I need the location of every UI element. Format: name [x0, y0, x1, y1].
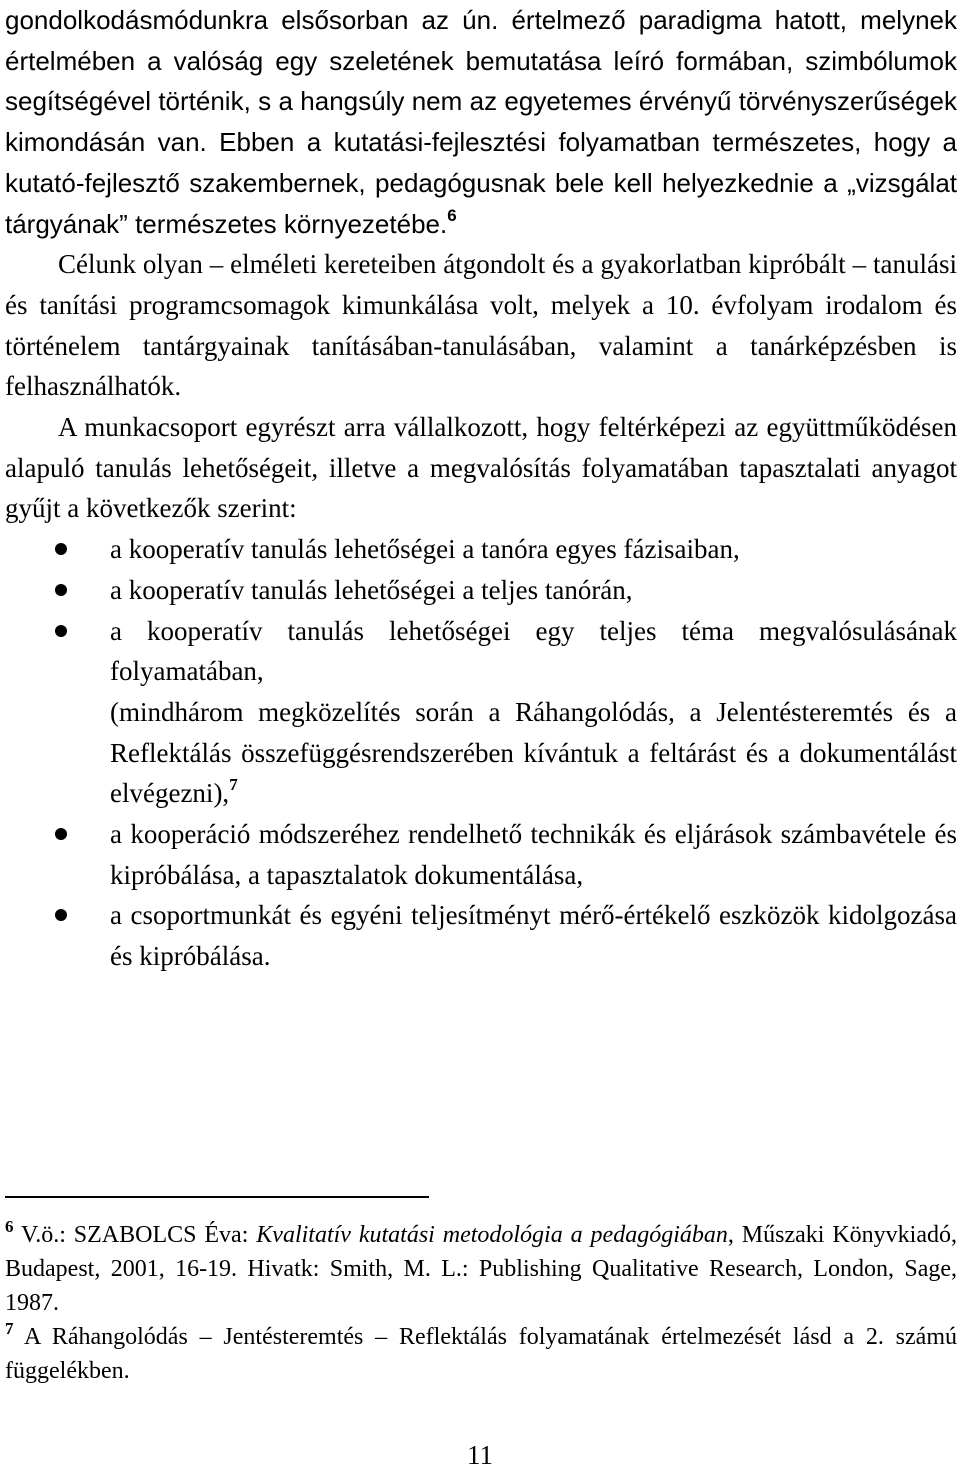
page-number: 11: [467, 1440, 493, 1470]
paragraph-parenthetical: [5, 692, 957, 814]
list-item-text: a kooperatív tanulás lehetőségei egy teljes téma megvalósulásának folyamatában,: [110, 615, 957, 687]
bullet-icon: [55, 543, 67, 555]
bullet-icon: [55, 909, 67, 921]
footnote-6-post: , Műszaki Könyvkiadó, Budapest, 2001, 16-19. Hivatk: Smith, M. L.: Publishing Qualitative Research, London, Sage, 1987.: [5, 1222, 957, 1316]
list-item-text: a kooperáció módszeréhez rendelhető technikák és eljárások számbavétele és kipróbálása, a tapasztalatok dokumentálása,: [110, 819, 957, 890]
footnote-divider: [5, 1196, 429, 1198]
footnote-6-title: Kvalitatív kutatási metodológia a pedagógiában: [256, 1222, 728, 1248]
footnote-7-text: A Ráhangolódás – Jentésteremtés – Reflektálás folyamatának értelmezését lásd a 2. számú függelékben.: [5, 1324, 957, 1384]
footnotes: [5, 1218, 957, 1388]
paragraph-intro: [5, 0, 957, 244]
footnote-number-6: 6: [5, 1217, 14, 1236]
list-item: [5, 529, 957, 570]
footnote-ref-7[interactable]: 7: [229, 775, 238, 795]
paragraph-goal: Célunk olyan – elméleti kereteiben átgondolt és a gyakorlatban kipróbált – tanulási és tanítási programcsomagok kimunkálása volt, melyek a 10. évfolyam irodalom és történelem tantárgyainak tanításában-tanulásában, valamint a tanárképzésben is felhasználhatók.: [5, 249, 957, 402]
bullet-icon: [55, 584, 67, 596]
list-item: [5, 611, 957, 692]
list-item: [5, 570, 957, 611]
bullet-list-2: [5, 814, 957, 977]
footnote-ref-6[interactable]: 6: [447, 205, 457, 225]
footnote-6-pre: V.ö.: SZABOLCS Éva:: [20, 1222, 257, 1248]
list-item-text: a kooperatív tanulás lehetőségei a teljes tanórán,: [110, 574, 633, 605]
footnote-number-7: 7: [5, 1319, 14, 1338]
paragraph-intro-text: gondolkodásmódunkra elsősorban az ún. értelmező paradigma hatott, melynek értelmében a valóság egy szeletének bemutatása leíró formában, szimbólumok segítségével történik, s a hangsúly nem az egyetemes érvényű törvényszerűségek kimondásán van. Ebben a kutatási-fejlesztési folyamatban természetes, hogy a kutató-fejlesztő szakembernek, pedagógusnak bele kell helyezkednie a „vizsgálat tárgyának” természetes környezetébe.: [5, 5, 957, 239]
list-item: [5, 895, 957, 976]
main-text: [5, 0, 957, 977]
list-item-text: a csoportmunkát és egyéni teljesítményt mérő-értékelő eszközök kidolgozása és kipróbálása.: [110, 900, 957, 972]
footnote-6: [5, 1218, 957, 1320]
footnote-7: [5, 1320, 957, 1388]
bullet-icon: [55, 828, 67, 840]
paragraph-workgroup: A munkacsoport egyrészt arra vállalkozott, hogy feltérképezi az együttműködésen alapuló tanulás lehetőségeit, illetve a megvalósítás folyamatában tapasztalati anyagot gyűjt a következők szerint:: [5, 412, 957, 524]
list-item-text: a kooperatív tanulás lehetőségei a tanóra egyes fázisaiban,: [110, 534, 740, 565]
bullet-list: [5, 529, 957, 692]
parenthetical-text: (mindhárom megközelítés során a Ráhangolódás, a Jelentésteremtés és a Reflektálás összefüggésrendszerében kívántuk a feltárást és a dokumentálást elvégezni),: [110, 696, 957, 809]
list-item: [5, 814, 957, 895]
bullet-icon: [55, 625, 67, 637]
